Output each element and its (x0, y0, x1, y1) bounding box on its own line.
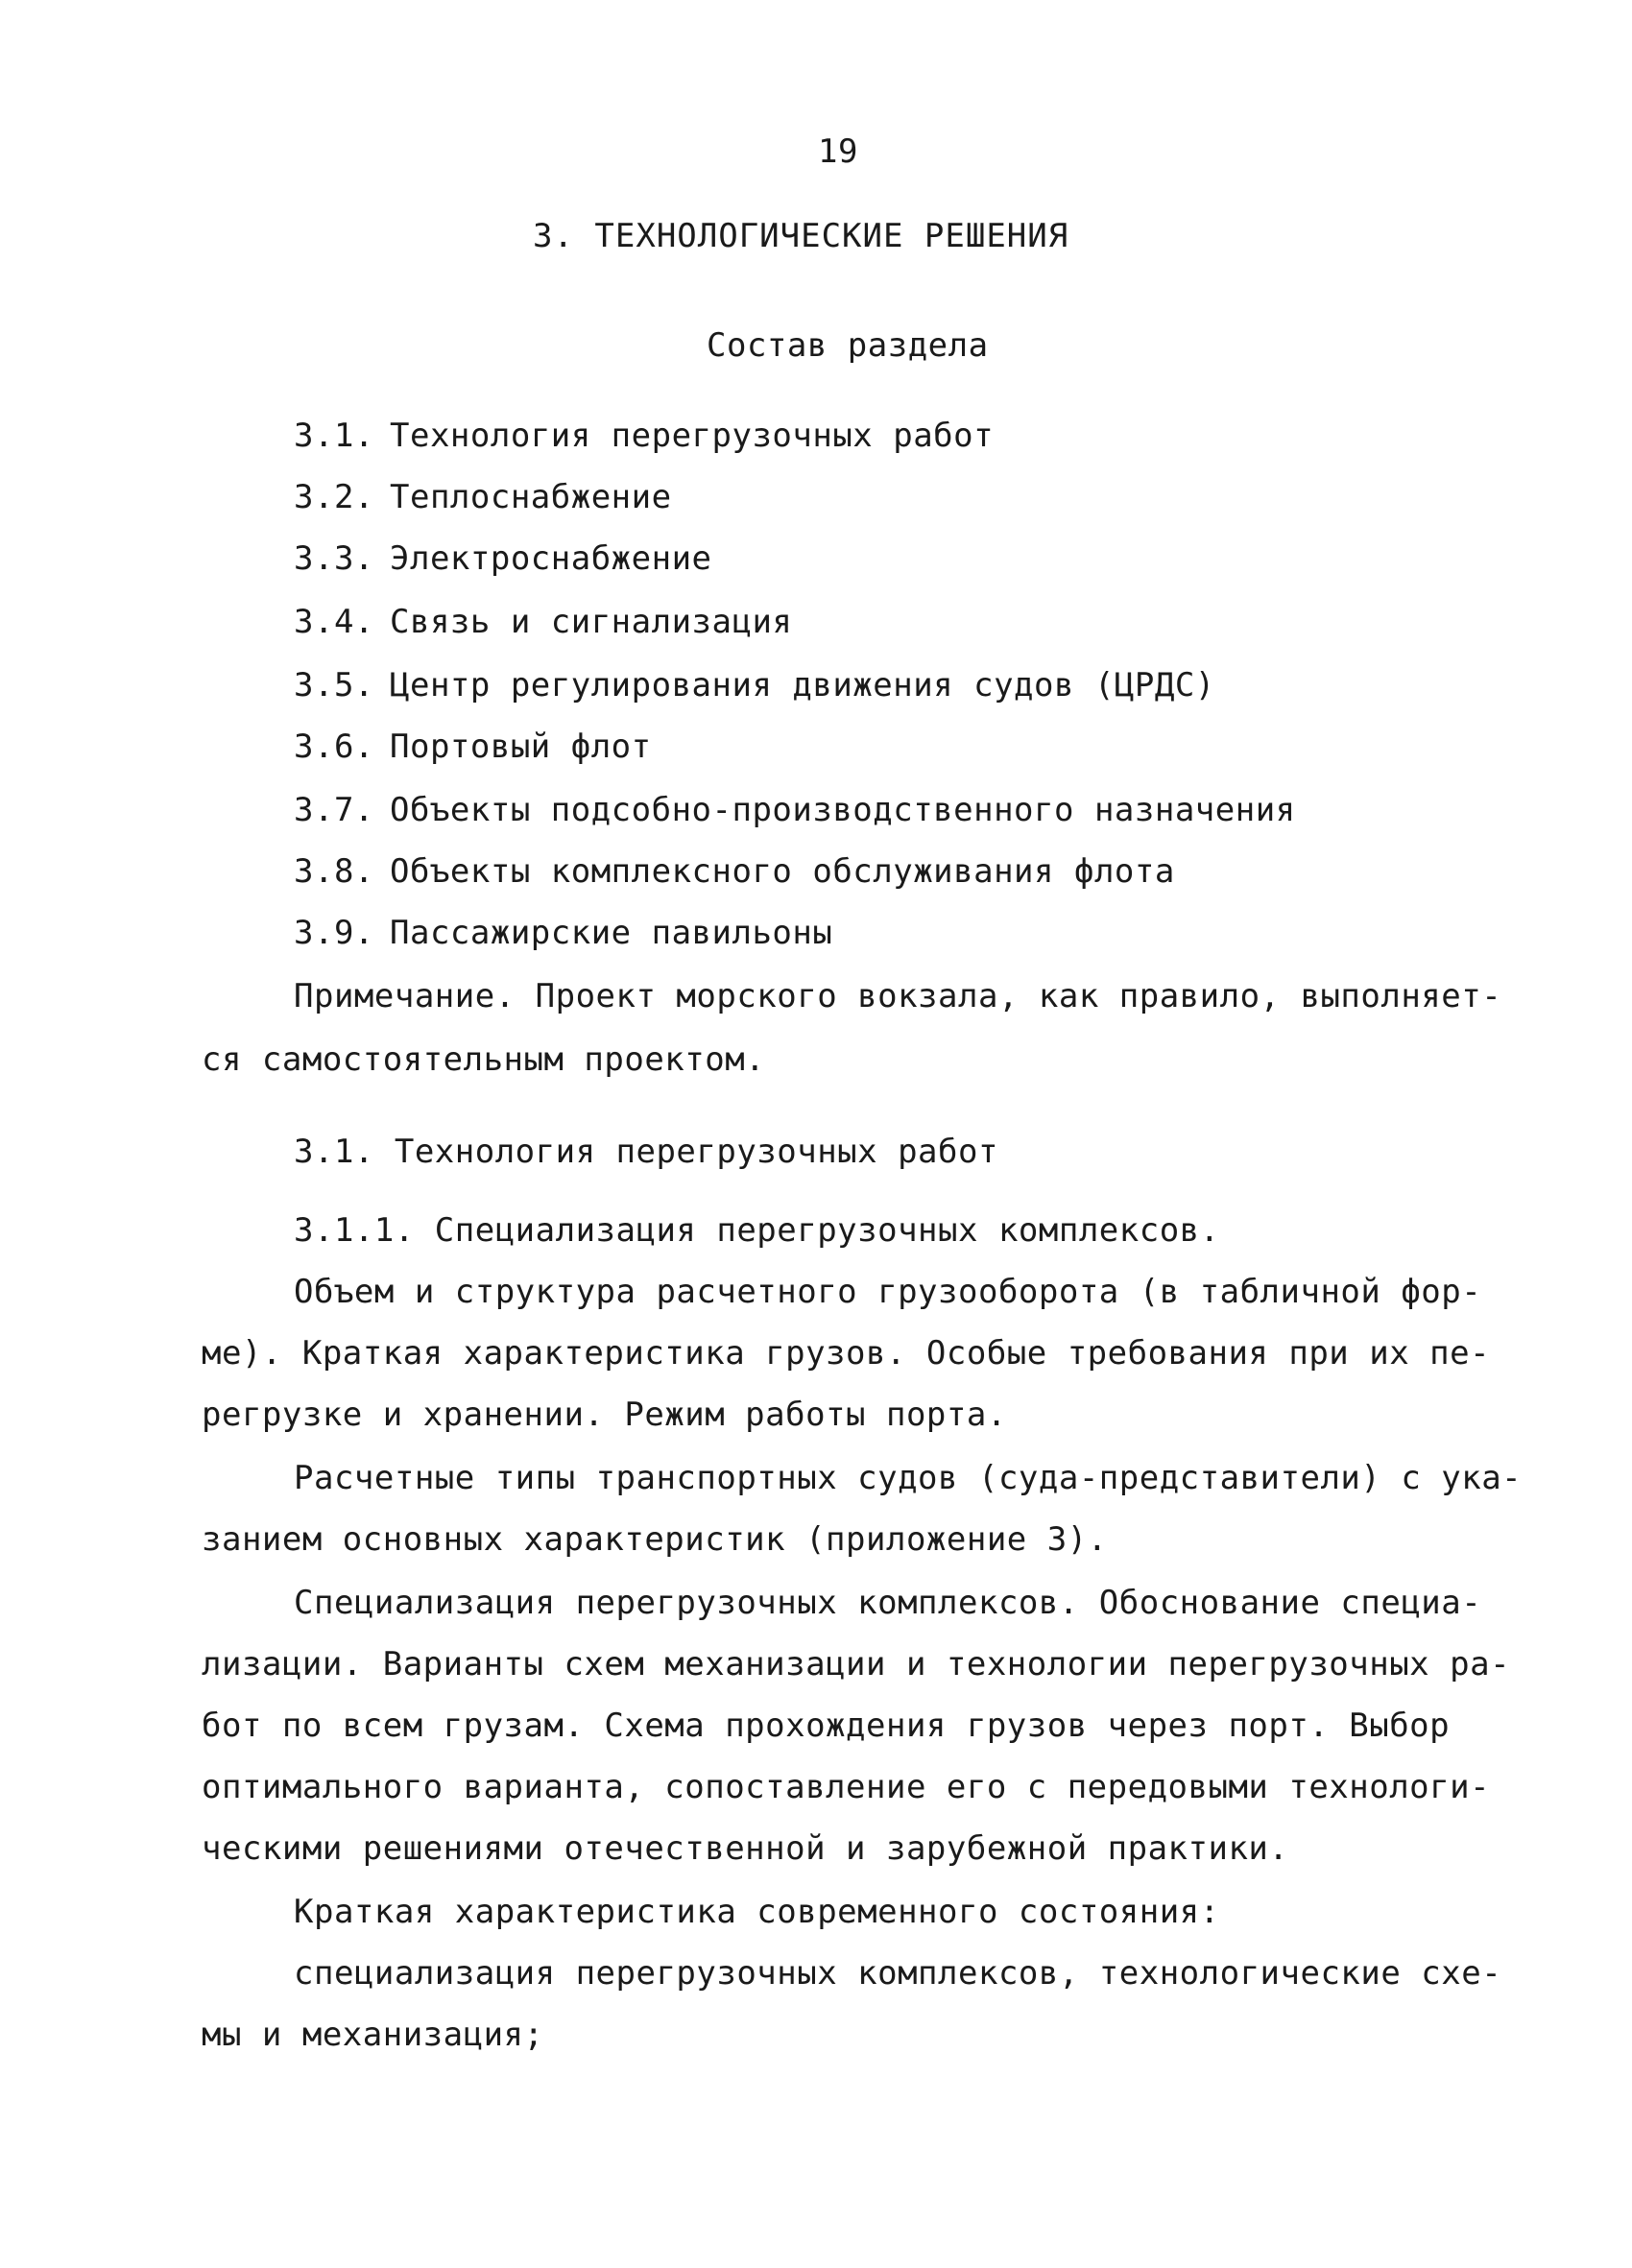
contents-heading: Состав раздела (707, 326, 989, 365)
toc-item-number: 3.8. (294, 852, 374, 891)
toc-item-title: Пассажирские павильоны (390, 914, 833, 952)
paragraph-line: Специализация перегрузочных комплексов. Обоснование специа- (294, 1584, 1482, 1622)
toc-item-number: 3.4. (294, 603, 374, 641)
toc-item-title: Электроснабжение (390, 539, 712, 578)
page-number: 19 (818, 132, 858, 171)
subsection-heading: 3.1. Технология перегрузочных работ (294, 1133, 998, 1171)
paragraph-line: Расчетные типы транспортных судов (суда-представители) с ука- (294, 1459, 1523, 1497)
toc-item-title: Объекты подсобно-производственного назначения (390, 791, 1296, 829)
toc-item-number: 3.7. (294, 791, 374, 829)
toc-item (294, 728, 652, 766)
subsubsection-heading: 3.1.1. Специализация перегрузочных комплексов. (294, 1211, 1220, 1250)
toc-item (294, 791, 1296, 829)
paragraph-line: оптимального варианта, сопоставление его с передовыми технологи- (202, 1768, 1491, 1806)
note-line: ся самостоятельным проектом. (202, 1040, 766, 1079)
toc-item-title: Теплоснабжение (390, 478, 672, 516)
toc-item (294, 478, 672, 516)
toc-item-title: Центр регулирования движения судов (ЦРДС) (390, 666, 1215, 704)
paragraph-line: бот по всем грузам. Схема прохождения грузов через порт. Выбор (202, 1707, 1451, 1745)
paragraph-line: регрузке и хранении. Режим работы порта. (202, 1396, 1007, 1434)
toc-item-number: 3.1. (294, 417, 374, 455)
paragraph-line: занием основных характеристик (приложение 3). (202, 1520, 1108, 1559)
toc-item (294, 914, 832, 952)
toc-item (294, 417, 994, 455)
paragraph-line: лизации. Варианты схем механизации и технологии перегрузочных ра- (202, 1645, 1511, 1683)
toc-item-title: Портовый флот (390, 728, 652, 766)
section-title: 3. ТЕХНОЛОГИЧЕСКИЕ РЕШЕНИЯ (533, 217, 1069, 255)
paragraph-line: специализация перегрузочных комплексов, технологические схе- (294, 1954, 1502, 1993)
paragraph-line: ме). Краткая характеристика грузов. Особые требования при их пе- (202, 1334, 1491, 1373)
toc-item-number: 3.9. (294, 914, 374, 952)
note-line: Примечание. Проект морского вокзала, как правило, выполняет- (294, 977, 1502, 1015)
toc-item (294, 603, 792, 641)
toc-item-number: 3.2. (294, 478, 374, 516)
toc-item-title: Связь и сигнализация (390, 603, 793, 641)
toc-item-title: Технология перегрузочных работ (390, 417, 995, 455)
paragraph-line: Объем и структура расчетного грузооборота (в табличной фор- (294, 1273, 1482, 1311)
toc-item-number: 3.3. (294, 539, 374, 578)
paragraph-line: Краткая характеристика современного состояния: (294, 1893, 1220, 1931)
toc-item-number: 3.5. (294, 666, 374, 704)
paragraph-line: ческими решениями отечественной и зарубежной практики. (202, 1829, 1289, 1868)
paragraph-line: мы и механизация; (202, 2016, 544, 2054)
toc-item (294, 852, 1175, 891)
toc-item (294, 666, 1215, 704)
toc-item-number: 3.6. (294, 728, 374, 766)
toc-item-title: Объекты комплексного обслуживания флота (390, 852, 1175, 891)
toc-item (294, 539, 712, 578)
